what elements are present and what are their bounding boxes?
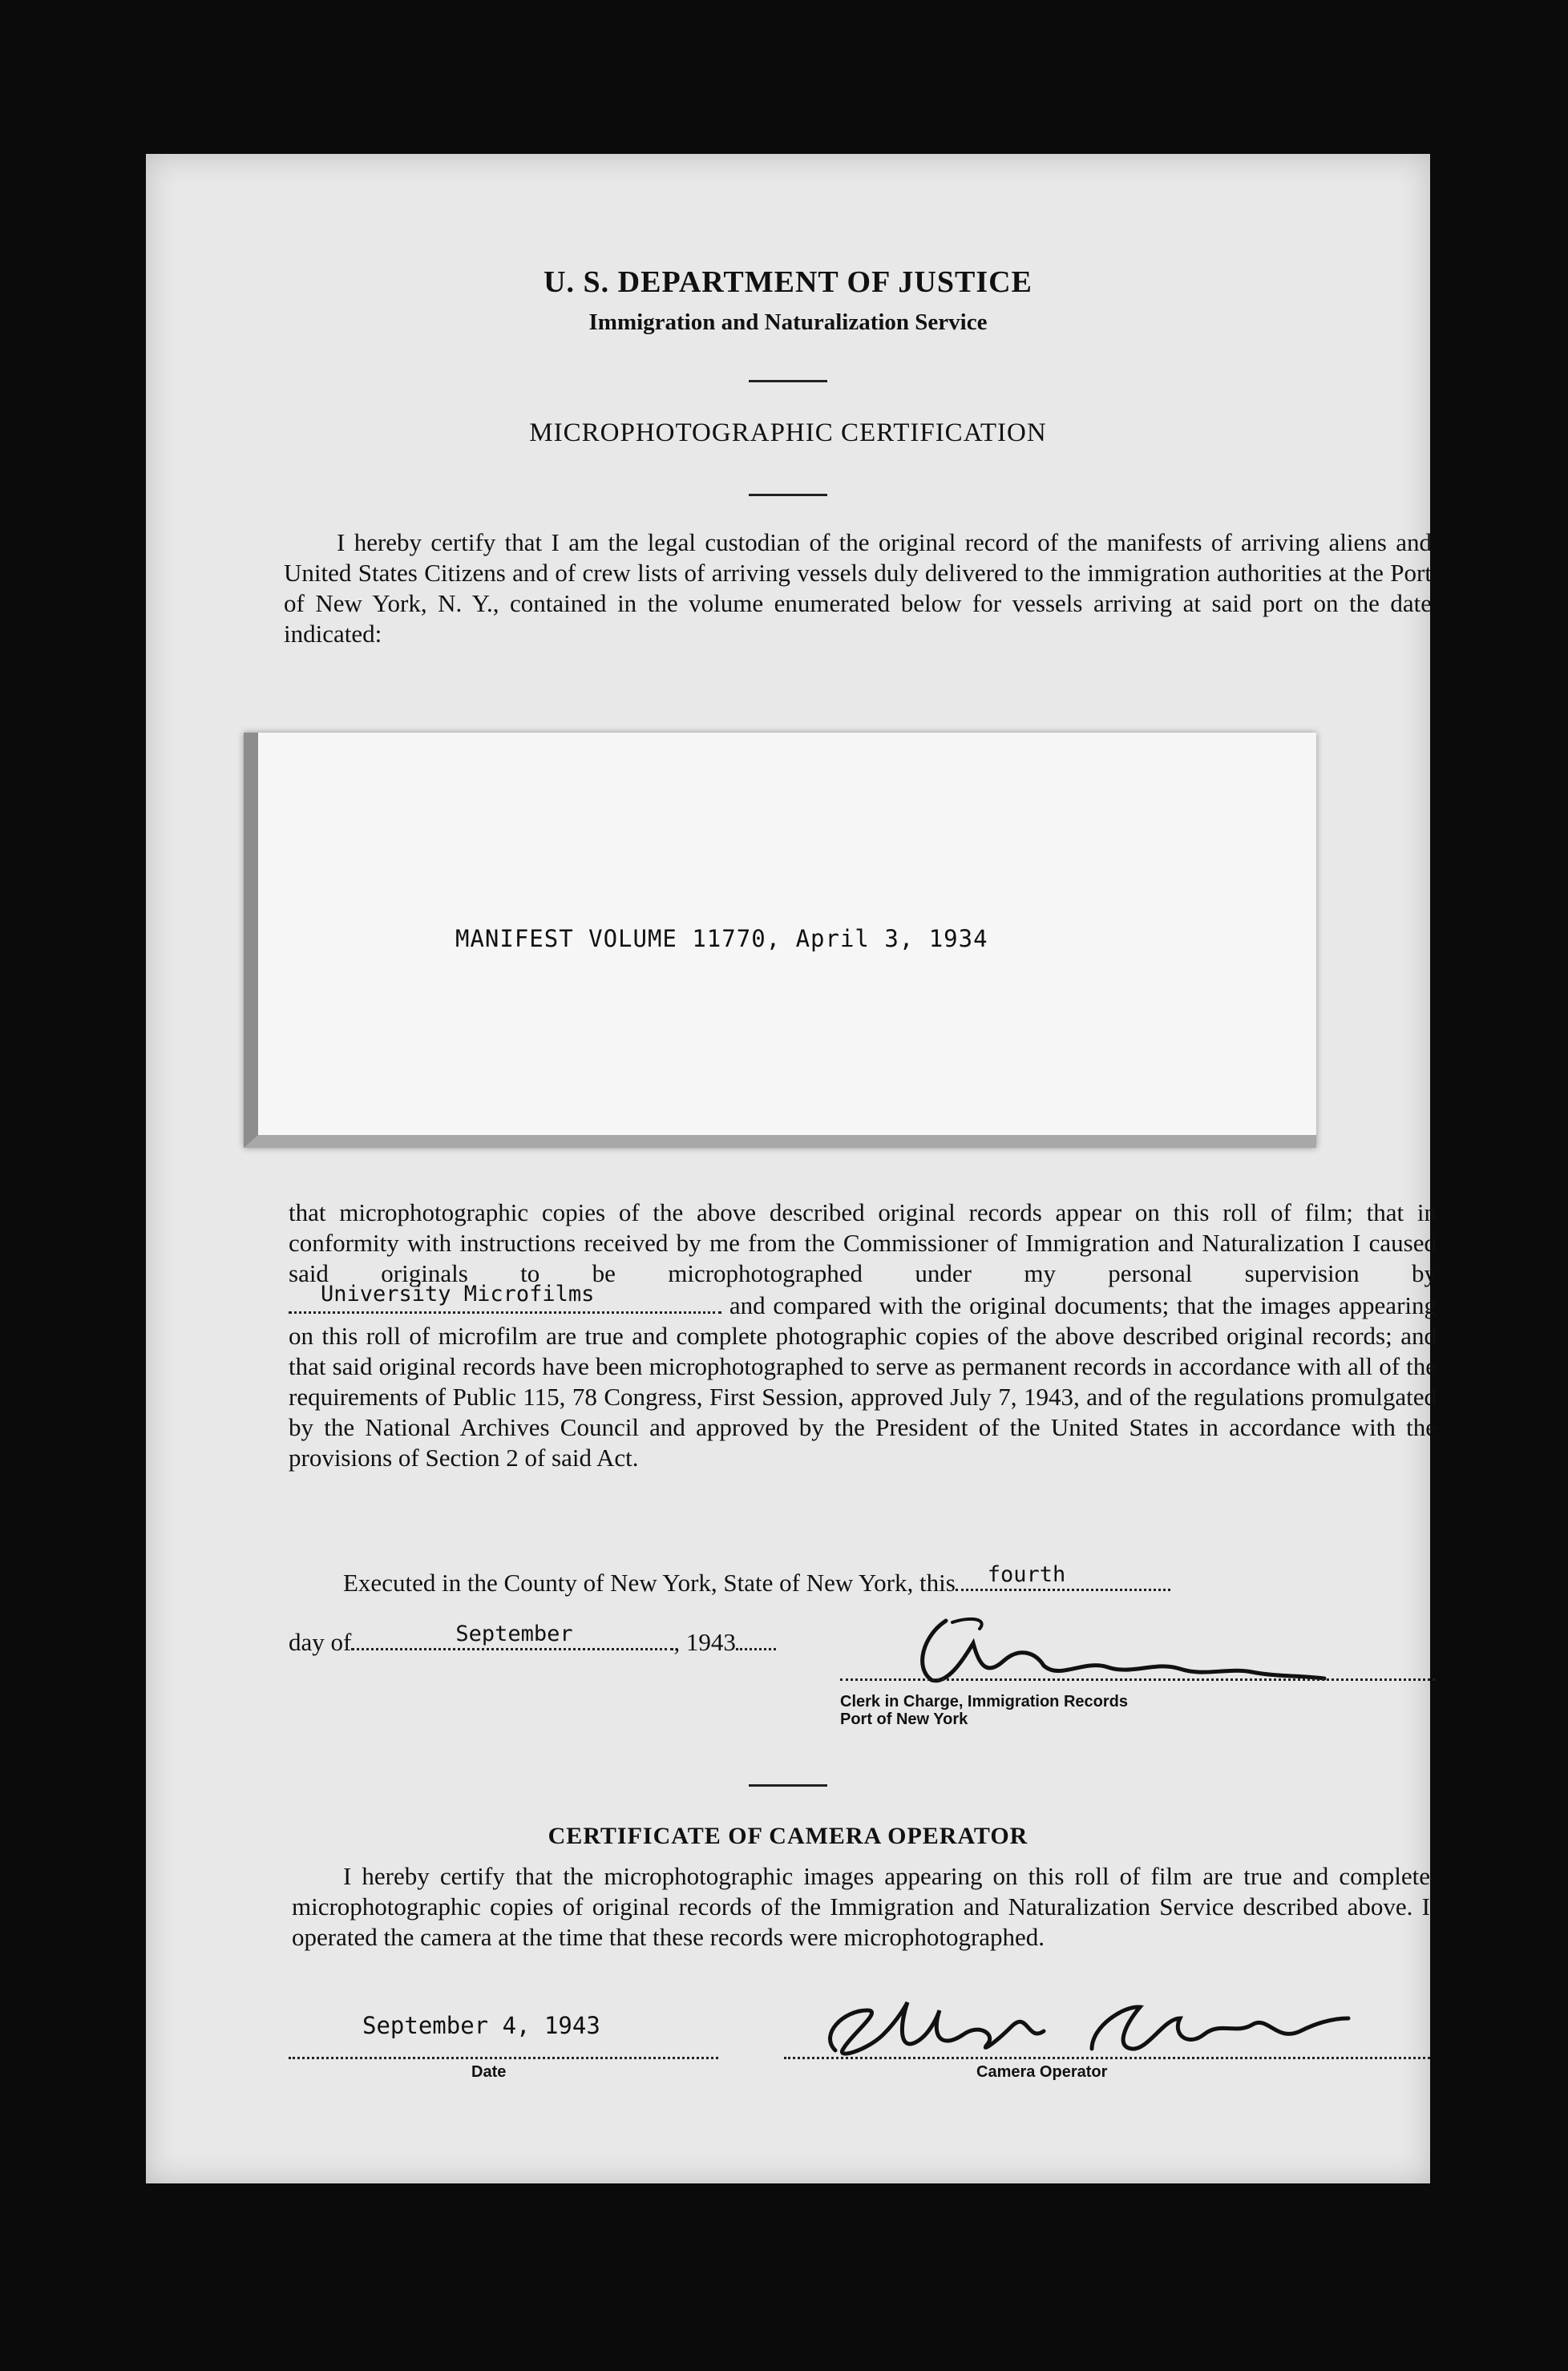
operator-certificate-title: CERTIFICATE OF CAMERA OPERATOR [548,1823,1028,1849]
manifest-volume: MANIFEST VOLUME 11770, April 3, 1934 [455,925,988,952]
day-of-text: day of [289,1628,352,1656]
divider-rule [749,1784,827,1787]
executed-text: Executed in the County of New York, State of New York, this [343,1569,956,1597]
divider-rule [749,380,827,382]
camera-operator-signature-line [784,2057,1430,2059]
certification-title: MICROPHOTOGRAPHIC CERTIFICATION [529,418,1047,447]
divider-rule [749,494,827,496]
photographer-name: University Microfilms [321,1282,595,1307]
body-paragraph [289,1198,1437,1473]
body-text-b: and compared with the original documents; that the images appearing on this roll of microfilm are true and complete photographic copies of the above described original records; and that said original records have been microphotographed to serve as permanent records in accordance with all of the requirements of Public 115, 78 Congress, First Session, approved July 7, 1943, and of the regulations promulgated by the National Archives Council and approved by the President of the United States in accordance with the provisions of Section 2 of said Act. [289,1291,1437,1472]
clerk-title [840,1693,1128,1728]
day-of-line [289,1622,776,1657]
department-heading: U. S. DEPARTMENT OF JUSTICE [544,265,1033,299]
certificate-sheet [146,154,1437,2183]
intro-text: I hereby certify that I am the legal custodian of the original record of the manifests of arriving aliens and United States Citizens and of crew lists of arriving vessels duly delivered to the immigration authorities at the Port of New York, N. Y., contained in the volume enumerated below for vessels arriving at said port on the date indicated: [284,528,1432,648]
photographer-field [289,1282,721,1314]
year-value: , 1943 [673,1628,736,1656]
clerk-title-line: Clerk in Charge, Immigration Records [840,1693,1128,1711]
operator-text: I hereby certify that the microphotographic images appearing on this roll of film are true and complete microphotographic copies of original records of the Immigration and Naturalization Service described above. I operated the camera at the time that these records were microphotographed. [292,1862,1430,1951]
executed-day: fourth [987,1562,1066,1587]
day-field [956,1562,1170,1591]
clerk-office-line: Port of New York [840,1711,968,1728]
month-value: September [455,1622,573,1646]
manifest-insert-card [244,733,1316,1148]
service-subheading: Immigration and Naturalization Service [588,309,988,335]
camera-operator-label: Camera Operator [976,2063,1108,2081]
clerk-signature-line [840,1678,1435,1681]
intro-paragraph [284,527,1432,649]
month-field [351,1622,673,1650]
camera-operator-signature-icon [787,1986,1429,2066]
operator-date: September 4, 1943 [362,2012,600,2039]
date-label: Date [471,2063,507,2081]
date-line [289,2057,718,2059]
body-text-a: that microphotographic copies of the above described original records appear on this roll of film; that in conformity with instructions received by me from the Commissioner of Immigration and Naturalization I caused said originals to be microphotographed under my personal supervision by [289,1198,1437,1287]
operator-paragraph [292,1861,1430,1953]
executed-line [343,1562,1170,1597]
year-dots [736,1626,776,1650]
